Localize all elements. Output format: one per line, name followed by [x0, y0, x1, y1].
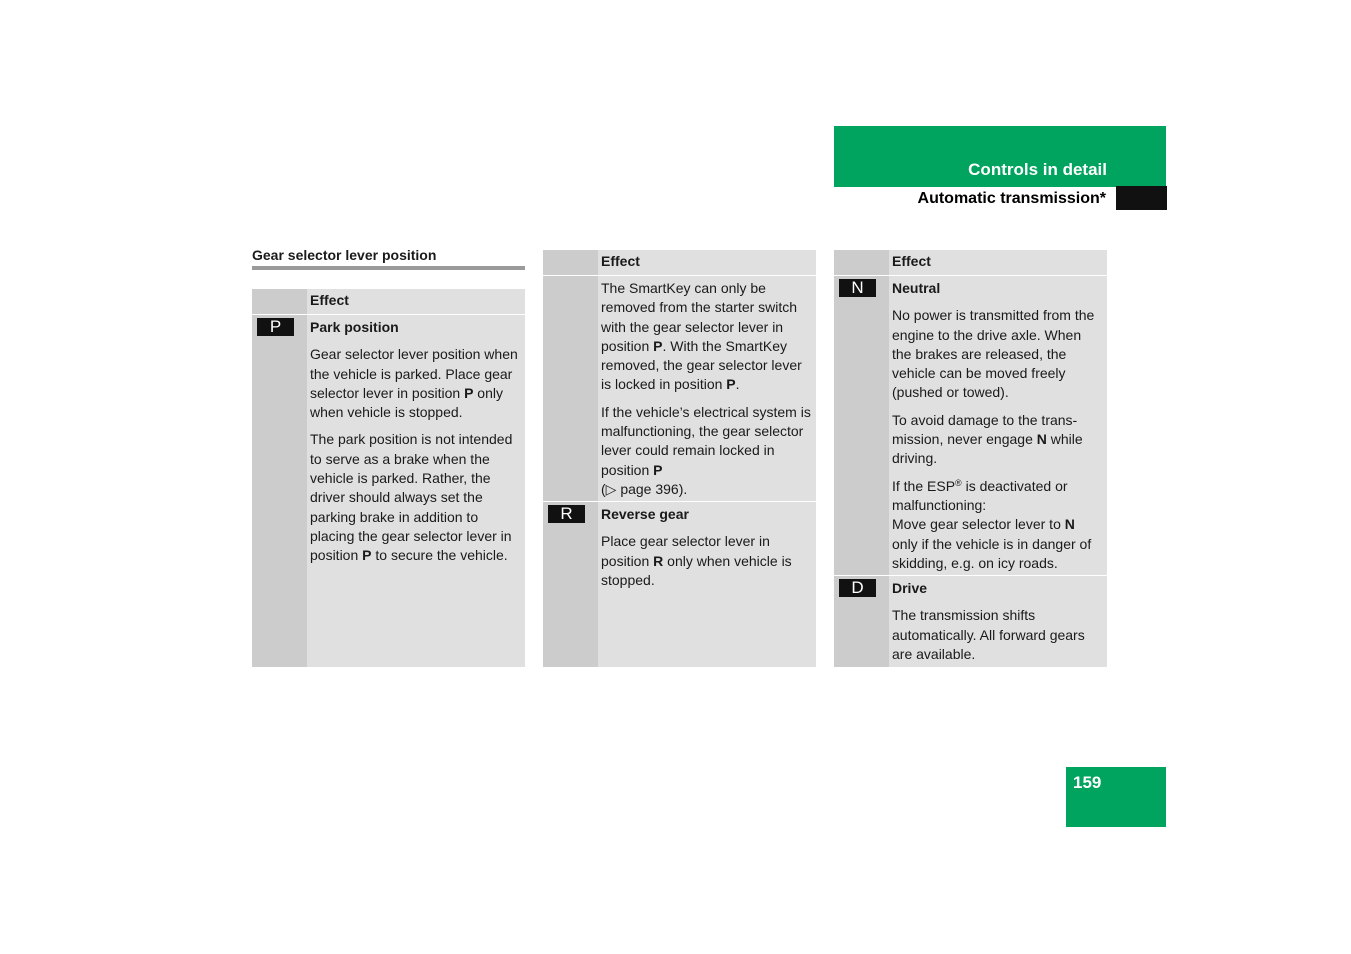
gear-d-badge: D — [839, 579, 876, 597]
gear-n-badge: N — [839, 279, 876, 297]
smartkey-description: The SmartKey can only be removed from the starter switch with the gear selector lever in position P. With the SmartKey removed, the gear selector lever is locked in position P. — [601, 280, 802, 393]
neutral-description-3: If the ESP® is deactivated or malfunctioning: Move gear selector lever to N only if the vehicle is in danger of skidding, e.g. on icy roads. — [892, 477, 1092, 571]
table-header-row — [834, 250, 1107, 276]
table-row-reverse — [543, 502, 816, 667]
table-column-2 — [543, 250, 816, 667]
reverse-description: Place gear selector lever in position R only when vehicle is stopped. — [601, 533, 792, 588]
gear-r-badge: R — [548, 505, 585, 523]
park-position-title: Park position — [310, 319, 399, 335]
subsection-title: Automatic transmission* — [917, 190, 1106, 207]
section-header-bar — [834, 126, 1166, 187]
neutral-title: Neutral — [892, 280, 941, 296]
table-column-1 — [252, 289, 525, 667]
table-row-drive — [834, 576, 1107, 667]
section-tab-marker — [1116, 186, 1167, 210]
table-row-park-continued — [543, 276, 816, 502]
table-header-row — [543, 250, 816, 276]
table-row-neutral — [834, 276, 1107, 576]
neutral-description-1: No power is transmitted from the engine to the drive axle. When the brakes are released, the vehicle can be moved freely (pushed or towed). — [892, 307, 1095, 401]
electrical-malfunction-description: If the vehicle’s electrical system is malfunctioning, the gear selector lever could remain locked in position P (▷ page 396). — [601, 403, 811, 497]
park-description-1: Gear selector lever position when the vehicle is parked. Place gear selector lever in position P only when vehicle is stopped. — [310, 346, 518, 421]
park-description-2: The park position is not intended to serve as a brake when the vehicle is parked. Rather, the driver should always set the parking brake in addition to placing the gear selector lever in position P to secure the vehicle. — [310, 431, 513, 564]
drive-title: Drive — [892, 580, 928, 596]
page-number-box — [1066, 767, 1166, 827]
section-title: Controls in detail — [968, 160, 1107, 179]
effect-header: Effect — [598, 250, 816, 275]
gear-selector-heading: Gear selector lever position — [252, 247, 437, 263]
table-header-row — [252, 289, 525, 315]
table-row-park — [252, 315, 525, 667]
effect-header: Effect — [307, 289, 525, 314]
page-number: 159 — [1073, 773, 1102, 792]
drive-description: The transmission shifts automatically. All forward gears are available. — [892, 607, 1085, 662]
gear-p-badge: P — [257, 318, 294, 336]
reverse-gear-title: Reverse gear — [601, 506, 689, 522]
neutral-description-2: To avoid damage to the trans-mission, never engage N while driving. — [892, 411, 1083, 467]
heading-rule — [252, 266, 525, 270]
page-reference-link[interactable]: (▷ page 396). — [601, 480, 688, 497]
table-column-3 — [834, 250, 1107, 667]
effect-header: Effect — [889, 250, 1107, 275]
